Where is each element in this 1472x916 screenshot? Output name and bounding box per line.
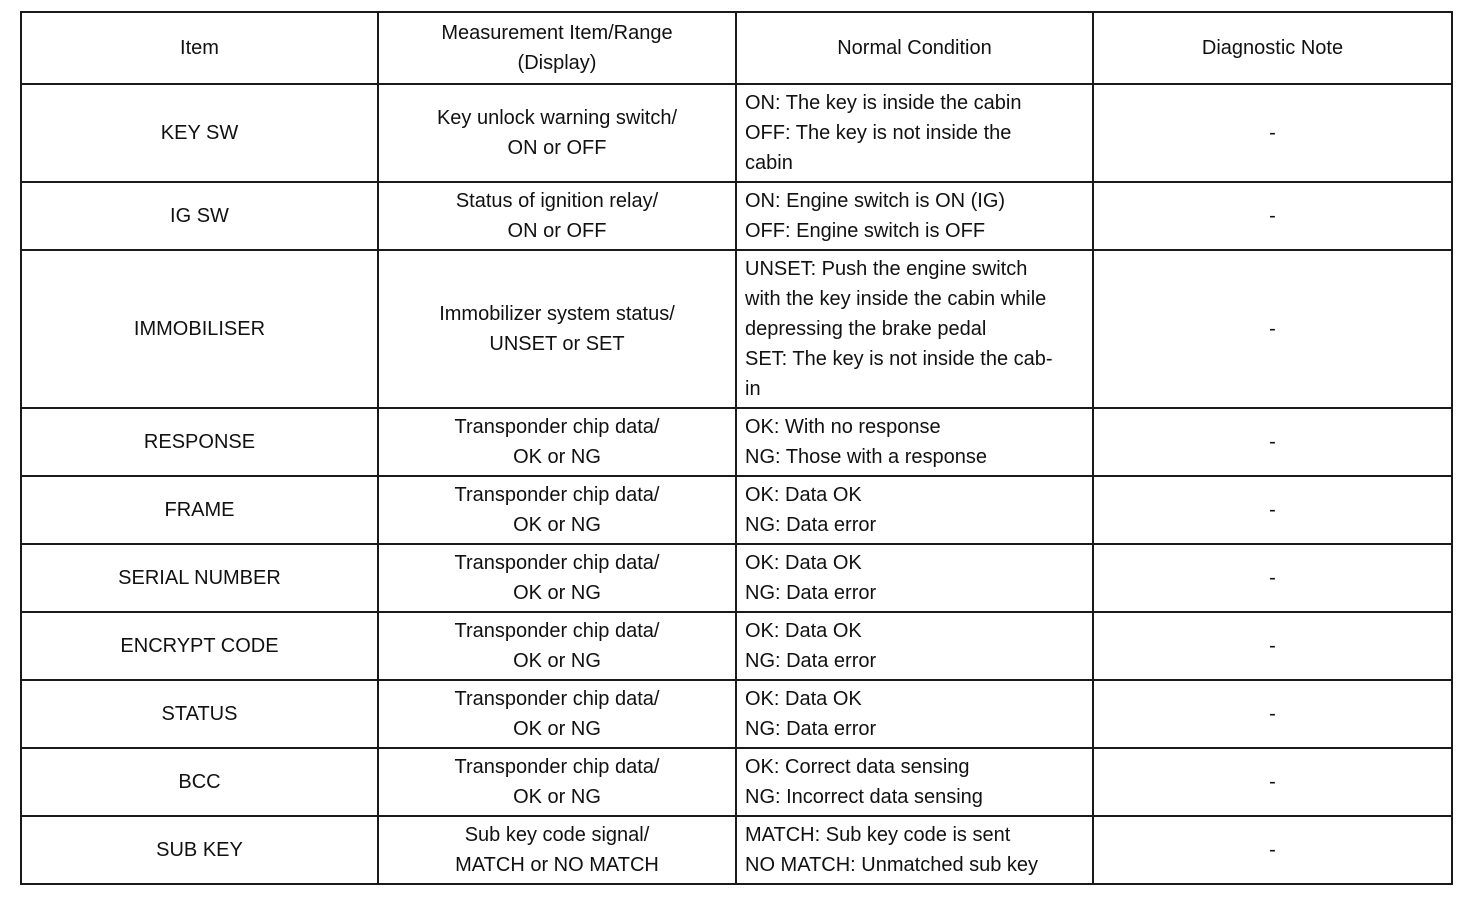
condition-line: ON: The key is inside the cabin xyxy=(745,92,1022,114)
condition-line: NG: Data error xyxy=(745,514,877,536)
condition-line: ON: Engine switch is ON (IG) xyxy=(745,190,1006,212)
condition-cell xyxy=(736,544,1093,612)
item-cell: IG SW xyxy=(21,182,378,250)
range-line: OK or NG xyxy=(513,718,601,740)
item-cell: SUB KEY xyxy=(21,816,378,884)
range-cell xyxy=(378,612,736,680)
note-cell: - xyxy=(1093,250,1452,408)
table-row xyxy=(21,250,1452,408)
item-cell: FRAME xyxy=(21,476,378,544)
range-line: Transponder chip data/ xyxy=(454,620,660,642)
note-cell: - xyxy=(1093,748,1452,816)
condition-line: OFF: The key is not inside the xyxy=(745,122,1012,144)
header-normal-condition: Normal Condition xyxy=(736,12,1093,84)
range-line: Transponder chip data/ xyxy=(454,552,660,574)
range-line: OK or NG xyxy=(513,650,601,672)
note-cell: - xyxy=(1093,84,1452,182)
condition-cell xyxy=(736,476,1093,544)
condition-line: cabin xyxy=(745,152,793,174)
range-line: Status of ignition relay/ xyxy=(455,190,659,212)
range-cell xyxy=(378,544,736,612)
range-line: ON or OFF xyxy=(507,137,607,159)
range-line: Key unlock warning switch/ xyxy=(436,107,678,129)
range-line: Sub key code signal/ xyxy=(464,824,650,846)
condition-line: NO MATCH: Unmatched sub key xyxy=(745,854,1039,876)
condition-line: OK: Data OK xyxy=(745,484,862,506)
range-cell xyxy=(378,816,736,884)
table-row xyxy=(21,408,1452,476)
condition-line: OK: Data OK xyxy=(745,620,862,642)
condition-line: in xyxy=(745,378,761,400)
range-cell xyxy=(378,476,736,544)
condition-cell xyxy=(736,680,1093,748)
range-cell xyxy=(378,84,736,182)
condition-cell xyxy=(736,84,1093,182)
condition-cell xyxy=(736,408,1093,476)
range-line: Immobilizer system status/ xyxy=(439,303,675,325)
note-cell: - xyxy=(1093,816,1452,884)
range-line: OK or NG xyxy=(513,582,601,604)
range-line: Transponder chip data/ xyxy=(454,756,660,778)
range-line: OK or NG xyxy=(513,446,601,468)
range-line: ON or OFF xyxy=(507,220,607,242)
item-cell: IMMOBILISER xyxy=(21,250,378,408)
condition-line: NG: Data error xyxy=(745,718,877,740)
range-cell xyxy=(378,250,736,408)
condition-line: OK: With no response xyxy=(745,416,941,438)
condition-line: OK: Correct data sensing xyxy=(745,756,970,778)
condition-line: SET: The key is not inside the cab- xyxy=(745,348,1053,370)
condition-line: UNSET: Push the engine switch xyxy=(745,258,1028,280)
range-line: OK or NG xyxy=(513,786,601,808)
range-line: Transponder chip data/ xyxy=(454,484,660,506)
item-cell: SERIAL NUMBER xyxy=(21,544,378,612)
header-measurement-range xyxy=(378,12,736,84)
table-row xyxy=(21,612,1452,680)
condition-cell xyxy=(736,816,1093,884)
item-cell: STATUS xyxy=(21,680,378,748)
table-row xyxy=(21,544,1452,612)
note-cell: - xyxy=(1093,544,1452,612)
header-measurement-range-line: Measurement Item/Range xyxy=(441,22,673,44)
item-cell: ENCRYPT CODE xyxy=(21,612,378,680)
table-row xyxy=(21,748,1452,816)
condition-line: with the key inside the cabin while xyxy=(745,288,1047,310)
table-row xyxy=(21,680,1452,748)
range-cell xyxy=(378,680,736,748)
header-measurement-range-line: (Display) xyxy=(517,52,597,74)
range-cell xyxy=(378,182,736,250)
item-cell: RESPONSE xyxy=(21,408,378,476)
range-line: Transponder chip data/ xyxy=(454,688,660,710)
table-row xyxy=(21,476,1452,544)
condition-line: OK: Data OK xyxy=(745,688,862,710)
condition-cell xyxy=(736,182,1093,250)
condition-line: OK: Data OK xyxy=(745,552,862,574)
table-row xyxy=(21,816,1452,884)
item-cell: BCC xyxy=(21,748,378,816)
range-cell xyxy=(378,408,736,476)
note-cell: - xyxy=(1093,612,1452,680)
condition-line: OFF: Engine switch is OFF xyxy=(745,220,986,242)
table-row xyxy=(21,182,1452,250)
condition-line: MATCH: Sub key code is sent xyxy=(745,824,1011,846)
header-diagnostic-note: Diagnostic Note xyxy=(1093,12,1452,84)
data-monitor-table xyxy=(20,11,1453,885)
range-line: UNSET or SET xyxy=(489,333,625,355)
table-header-row xyxy=(21,12,1452,84)
range-line: OK or NG xyxy=(513,514,601,536)
condition-cell xyxy=(736,612,1093,680)
condition-line: NG: Incorrect data sensing xyxy=(745,786,983,808)
item-cell: KEY SW xyxy=(21,84,378,182)
range-line: Transponder chip data/ xyxy=(454,416,660,438)
condition-line: NG: Data error xyxy=(745,582,877,604)
note-cell: - xyxy=(1093,408,1452,476)
condition-cell xyxy=(736,748,1093,816)
note-cell: - xyxy=(1093,476,1452,544)
condition-line: depressing the brake pedal xyxy=(745,318,987,340)
condition-line: NG: Those with a response xyxy=(745,446,987,468)
condition-cell xyxy=(736,250,1093,408)
range-line: MATCH or NO MATCH xyxy=(455,854,659,876)
note-cell: - xyxy=(1093,680,1452,748)
range-cell xyxy=(378,748,736,816)
note-cell: - xyxy=(1093,182,1452,250)
header-item: Item xyxy=(21,12,378,84)
condition-line: NG: Data error xyxy=(745,650,877,672)
table-row xyxy=(21,84,1452,182)
